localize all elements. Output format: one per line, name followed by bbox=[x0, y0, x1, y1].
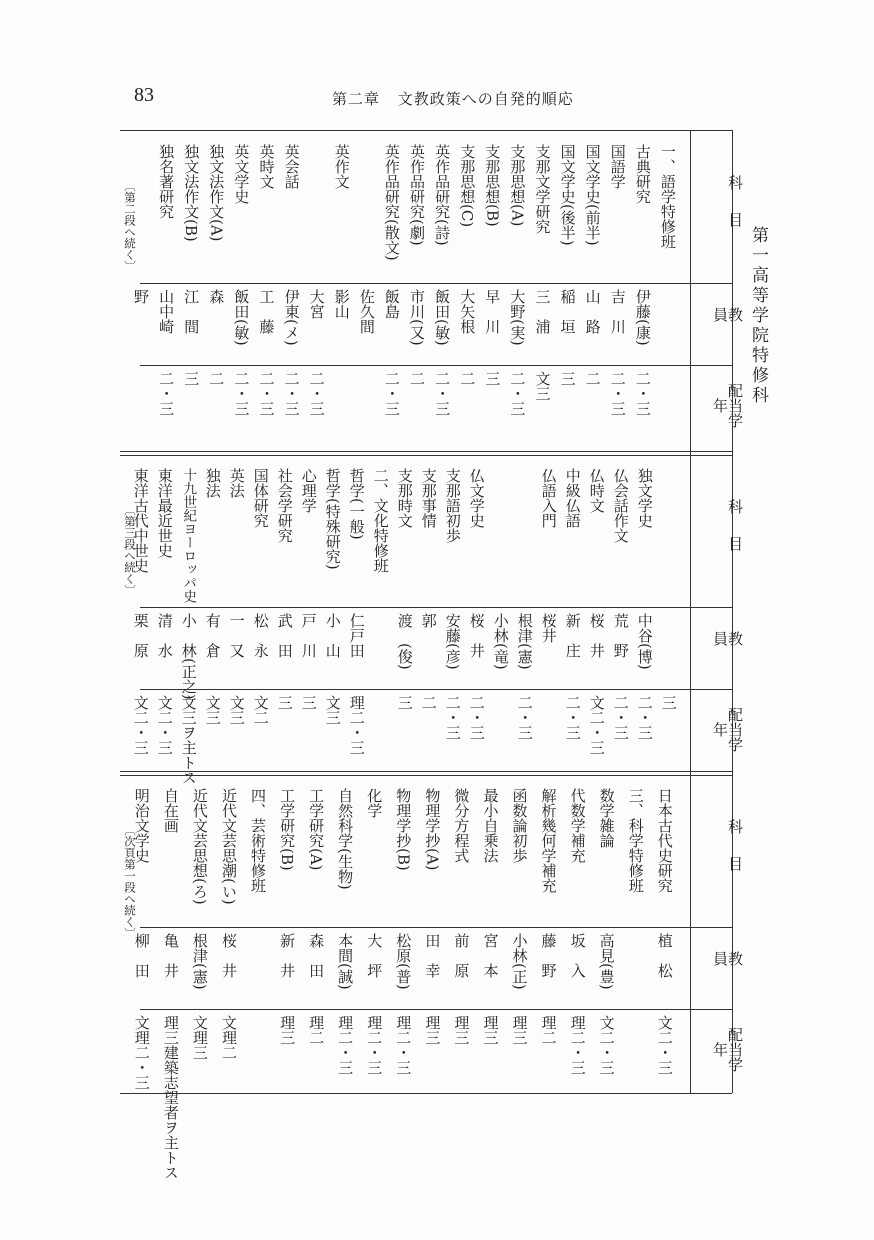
cell-subject: 解析幾何学補充 bbox=[539, 788, 558, 894]
cell-subject: 物理学抄(A) bbox=[423, 788, 442, 871]
cell-teacher: 荒 野 bbox=[611, 613, 630, 658]
cell-grade: 二・三 bbox=[443, 694, 462, 740]
cell-teacher: 大 坪 bbox=[365, 933, 384, 978]
cell-grade: 文三 bbox=[203, 694, 222, 725]
cell-teacher: 桜井 bbox=[539, 613, 558, 643]
cell-grade: 理二・三 bbox=[394, 1014, 413, 1075]
cell-teacher: 武 田 bbox=[275, 613, 294, 658]
cell-subject: 英作文 bbox=[332, 144, 351, 190]
header-teacher: 教員 bbox=[711, 950, 744, 988]
cell-subject: 英法 bbox=[227, 468, 246, 499]
cell-teacher: 桜 井 bbox=[467, 613, 486, 658]
cell-teacher: 戸 川 bbox=[299, 613, 318, 658]
block-divider-2 bbox=[120, 771, 732, 776]
cell-subject: 物理学抄(B) bbox=[394, 788, 413, 871]
header-column-rule bbox=[690, 130, 691, 1093]
header-teacher: 教員 bbox=[711, 630, 744, 668]
cell-subject: 支那文学研究 bbox=[533, 144, 552, 235]
cell-grade: 理三 bbox=[481, 1014, 500, 1045]
cell-teacher: 江 間 bbox=[182, 289, 201, 334]
continuation-note: 〔第二段へ続く〕 bbox=[123, 180, 137, 272]
header-subject: 科目 bbox=[726, 818, 744, 893]
cell-teacher: 柳 田 bbox=[132, 933, 151, 978]
cell-subject: 仏会話作文 bbox=[611, 468, 630, 544]
table-top-rule bbox=[120, 130, 732, 131]
cell-grade: 三 bbox=[483, 370, 502, 386]
cell-teacher: 根津(憲) bbox=[515, 613, 534, 670]
chapter-title: 文教政策への自発的順応 bbox=[397, 90, 574, 108]
column-rule-1 bbox=[140, 607, 732, 608]
cell-grade: 理三 bbox=[452, 1014, 471, 1045]
cell-grade: 文二・三 bbox=[597, 1014, 616, 1075]
cell-teacher: 松原(普) bbox=[394, 933, 413, 990]
cell-grade: 二・三 bbox=[563, 694, 582, 740]
cell-teacher: 宮 本 bbox=[481, 933, 500, 978]
cell-subject: 函数論初歩 bbox=[510, 788, 529, 864]
cell-subject: 独法 bbox=[203, 468, 222, 499]
cell-subject: 国語学 bbox=[608, 144, 627, 190]
cell-grade: 三 bbox=[558, 370, 577, 386]
cell-teacher: 田 幸 bbox=[423, 933, 442, 978]
cell-teacher: 飯田(敏) bbox=[433, 289, 452, 346]
cell-grade: 二・三 bbox=[608, 370, 627, 416]
cell-teacher: 大野(実) bbox=[508, 289, 527, 346]
cell-subject: 支那語初歩 bbox=[443, 468, 462, 544]
cell-subject: 三、科学特修班 bbox=[626, 788, 645, 894]
column-rule-2 bbox=[140, 365, 732, 366]
cell-grade: 文理二・三 bbox=[132, 1014, 151, 1090]
section-title: 第一高等学院特修科 bbox=[748, 226, 768, 406]
cell-grade: 二・三 bbox=[232, 370, 251, 416]
cell-grade: 三 bbox=[395, 694, 414, 710]
cell-grade: 理三建築志望者ヲ主トス bbox=[161, 1014, 180, 1180]
cell-grade: 文三 bbox=[533, 370, 552, 401]
cell-subject: 明治文学史 bbox=[132, 788, 151, 864]
cell-teacher: 仁戸田 bbox=[347, 613, 366, 658]
cell-teacher: 飯田(敏) bbox=[232, 289, 251, 346]
cell-subject: 独文法作文(B) bbox=[182, 144, 201, 242]
cell-subject: 哲学(特殊研究) bbox=[323, 468, 342, 570]
cell-grade: 文理三 bbox=[190, 1014, 209, 1060]
cell-teacher: 栗 原 bbox=[131, 613, 150, 658]
cell-grade: 理三 bbox=[278, 1014, 297, 1045]
cell-grade: 二・三 bbox=[508, 370, 527, 416]
cell-teacher: 植 松 bbox=[655, 933, 674, 978]
cell-teacher: 小 山 bbox=[323, 613, 342, 658]
cell-teacher: 飯島 bbox=[382, 289, 401, 319]
cell-subject: 四、芸術特修班 bbox=[249, 788, 268, 894]
cell-teacher: 清 水 bbox=[155, 613, 174, 658]
cell-subject: 代数学補充 bbox=[568, 788, 587, 864]
cell-teacher: 森 bbox=[207, 289, 226, 304]
cell-grade: 二・三 bbox=[611, 694, 630, 740]
cell-subject: 微分方程式 bbox=[452, 788, 471, 864]
header-grade: 配当学年 bbox=[711, 706, 744, 752]
cell-teacher: 前 原 bbox=[452, 933, 471, 978]
cell-grade: 文三ヲ主トス bbox=[179, 694, 198, 785]
cell-grade: 文二・三 bbox=[155, 694, 174, 755]
cell-teacher: 桜 井 bbox=[219, 933, 238, 978]
cell-grade: 文三 bbox=[323, 694, 342, 725]
cell-teacher: 郭 bbox=[419, 613, 438, 628]
running-header bbox=[332, 88, 586, 109]
cell-grade: 理二・三 bbox=[336, 1014, 355, 1075]
cell-grade: 三 bbox=[275, 694, 294, 710]
cell-grade: 理二・三 bbox=[347, 694, 366, 755]
cell-subject: 日本古代史研究 bbox=[655, 788, 674, 894]
cell-grade: 理二 bbox=[307, 1014, 326, 1045]
cell-subject: 英文学史 bbox=[232, 144, 251, 205]
cell-teacher: 小林(竜) bbox=[491, 613, 510, 670]
cell-grade: 理三 bbox=[510, 1014, 529, 1045]
continuation-note: 〔次頁第一段へ続く〕 bbox=[123, 824, 137, 939]
cell-subject: 社会学研究 bbox=[275, 468, 294, 544]
cell-teacher: 市川(又) bbox=[408, 289, 427, 346]
cell-teacher: 本間(誠) bbox=[336, 933, 355, 990]
cell-teacher: 森 田 bbox=[307, 933, 326, 978]
cell-teacher: 中谷(博) bbox=[635, 613, 654, 670]
cell-subject: 英時文 bbox=[257, 144, 276, 190]
cell-subject: 支那思想(C) bbox=[458, 144, 477, 228]
header-grade: 配当学年 bbox=[711, 382, 744, 428]
cell-grade: 三 bbox=[182, 370, 201, 386]
cell-teacher: 新 庄 bbox=[563, 613, 582, 658]
cell-subject: 英作品研究(散文) bbox=[382, 144, 401, 261]
cell-grade: 三 bbox=[299, 694, 318, 710]
cell-grade: 二・三 bbox=[382, 370, 401, 416]
cell-teacher: 根津(憲) bbox=[190, 933, 209, 990]
cell-grade: 文二・三 bbox=[587, 694, 606, 755]
cell-teacher: 大矢根 bbox=[458, 289, 477, 334]
cell-subject: 近代文芸思想(ろ) bbox=[190, 788, 209, 905]
cell-grade: 三 bbox=[659, 694, 678, 710]
cell-grade: 二・三 bbox=[633, 370, 652, 416]
header-grade: 配当学年 bbox=[711, 1026, 744, 1072]
cell-grade: 文二・三 bbox=[655, 1014, 674, 1075]
cell-subject: 数学雑論 bbox=[597, 788, 616, 849]
cell-grade: 二・三 bbox=[257, 370, 276, 416]
cell-subject: 仏時文 bbox=[587, 468, 606, 514]
cell-grade: 二・三 bbox=[433, 370, 452, 416]
cell-teacher: 一 又 bbox=[227, 613, 246, 658]
cell-subject: 自在画 bbox=[161, 788, 180, 834]
cell-grade: 二 bbox=[408, 370, 427, 386]
table-bottom-rule bbox=[120, 1093, 732, 1094]
cell-subject: 英会話 bbox=[282, 144, 301, 190]
cell-teacher: 山中崎 bbox=[157, 289, 176, 334]
cell-subject: 国文学史(後半) bbox=[558, 144, 577, 246]
cell-grade: 二・三 bbox=[515, 694, 534, 740]
cell-teacher: 小林(正) bbox=[510, 933, 529, 990]
cell-grade: 二・三 bbox=[157, 370, 176, 416]
header-subject: 科目 bbox=[726, 174, 744, 249]
cell-subject: 仏語入門 bbox=[539, 468, 558, 529]
cell-subject: 独文学史 bbox=[635, 468, 654, 529]
header-subject: 科目 bbox=[726, 498, 744, 573]
cell-subject: 支那思想(A) bbox=[508, 144, 527, 227]
cell-subject: 十九世紀ヨーロッパ史 bbox=[180, 468, 197, 604]
cell-teacher: 小 林(正之) bbox=[179, 613, 198, 700]
cell-teacher: 亀 井 bbox=[161, 933, 180, 978]
cell-teacher: 有 倉 bbox=[203, 613, 222, 658]
column-rule-2 bbox=[140, 689, 732, 690]
cell-subject: 自然科学(生物) bbox=[336, 788, 355, 890]
cell-teacher: 工 藤 bbox=[257, 289, 276, 334]
cell-teacher: 山 路 bbox=[583, 289, 602, 334]
cell-teacher: 安藤(彦) bbox=[443, 613, 462, 670]
cell-subject: 東洋最近世史 bbox=[155, 468, 174, 559]
page-number: 83 bbox=[134, 84, 154, 106]
cell-teacher: 伊藤(康) bbox=[633, 289, 652, 346]
cell-subject: 古典研究 bbox=[633, 144, 652, 205]
column-rule-1 bbox=[140, 283, 732, 284]
continuation-note: 〔第三段へ続く〕 bbox=[123, 504, 137, 596]
cell-subject: 東洋古代中世史 bbox=[131, 468, 150, 574]
cell-subject: 最小自乗法 bbox=[481, 788, 500, 864]
column-rule-1 bbox=[140, 927, 732, 928]
cell-grade: 二 bbox=[583, 370, 602, 386]
cell-grade: 二・三 bbox=[282, 370, 301, 416]
cell-subject: 支那事情 bbox=[419, 468, 438, 529]
cell-teacher: 三 浦 bbox=[533, 289, 552, 334]
cell-teacher: 坂 入 bbox=[568, 933, 587, 978]
cell-subject: 二、文化特修班 bbox=[371, 468, 390, 574]
cell-teacher: 藤 野 bbox=[539, 933, 558, 978]
cell-grade: 理三 bbox=[423, 1014, 442, 1045]
cell-grade: 二 bbox=[458, 370, 477, 386]
cell-grade: 理二 bbox=[539, 1014, 558, 1045]
cell-subject: 心理学 bbox=[299, 468, 318, 514]
cell-grade: 理二・三 bbox=[365, 1014, 384, 1075]
column-rule-2 bbox=[140, 1009, 732, 1010]
cell-subject: 化学 bbox=[365, 788, 384, 819]
cell-teacher: 影山 bbox=[332, 289, 351, 319]
cell-teacher: 吉 川 bbox=[608, 289, 627, 334]
cell-grade: 二 bbox=[419, 694, 438, 710]
cell-grade: 文三 bbox=[227, 694, 246, 725]
cell-teacher: 稲 垣 bbox=[558, 289, 577, 334]
cell-teacher: 大宮 bbox=[307, 289, 326, 319]
cell-teacher: 松 永 bbox=[251, 613, 270, 658]
cell-grade: 文理二 bbox=[219, 1014, 238, 1060]
cell-subject: 仏文学史 bbox=[467, 468, 486, 529]
cell-subject: 近代文芸思潮(い) bbox=[219, 788, 238, 905]
header-teacher: 教員 bbox=[711, 306, 744, 344]
cell-grade: 文二・三 bbox=[131, 694, 150, 755]
cell-subject: 工学研究(A) bbox=[307, 788, 326, 871]
cell-teacher: 佐久間 bbox=[357, 289, 376, 334]
cell-teacher: 伊東(メ) bbox=[282, 289, 301, 346]
cell-teacher: 渡 (俊) bbox=[395, 613, 414, 670]
cell-grade: 理二・三 bbox=[568, 1014, 587, 1075]
cell-subject: 支那思想(B) bbox=[483, 144, 502, 227]
cell-subject: 工学研究(B) bbox=[278, 788, 297, 871]
cell-grade: 二 bbox=[207, 370, 226, 386]
cell-subject: 独名著研究 bbox=[157, 144, 176, 220]
cell-teacher: 桜 井 bbox=[587, 613, 606, 658]
cell-grade: 二・三 bbox=[635, 694, 654, 740]
block-divider-1 bbox=[120, 451, 732, 456]
cell-subject: 哲学(一般) bbox=[347, 468, 366, 540]
cell-subject: 国文学史(前半) bbox=[583, 144, 602, 246]
cell-teacher: 新 井 bbox=[278, 933, 297, 978]
cell-subject: 支那時文 bbox=[395, 468, 414, 529]
cell-grade: 二・三 bbox=[467, 694, 486, 740]
cell-grade: 二・三 bbox=[307, 370, 326, 416]
chapter-label: 第二章 bbox=[332, 90, 381, 108]
cell-subject: 国体研究 bbox=[251, 468, 270, 529]
cell-subject: 独文法作文(A) bbox=[207, 144, 226, 242]
cell-teacher: 早 川 bbox=[483, 289, 502, 334]
cell-subject: 英作品研究(劇) bbox=[408, 144, 427, 246]
cell-subject: 英作品研究(詩) bbox=[433, 144, 452, 246]
cell-subject: 一、語学特修班 bbox=[658, 144, 677, 250]
cell-teacher: 高見(豊) bbox=[597, 933, 616, 990]
cell-subject: 中級仏語 bbox=[563, 468, 582, 529]
cell-grade: 文二 bbox=[251, 694, 270, 725]
cell-teacher: 野 bbox=[132, 289, 151, 304]
